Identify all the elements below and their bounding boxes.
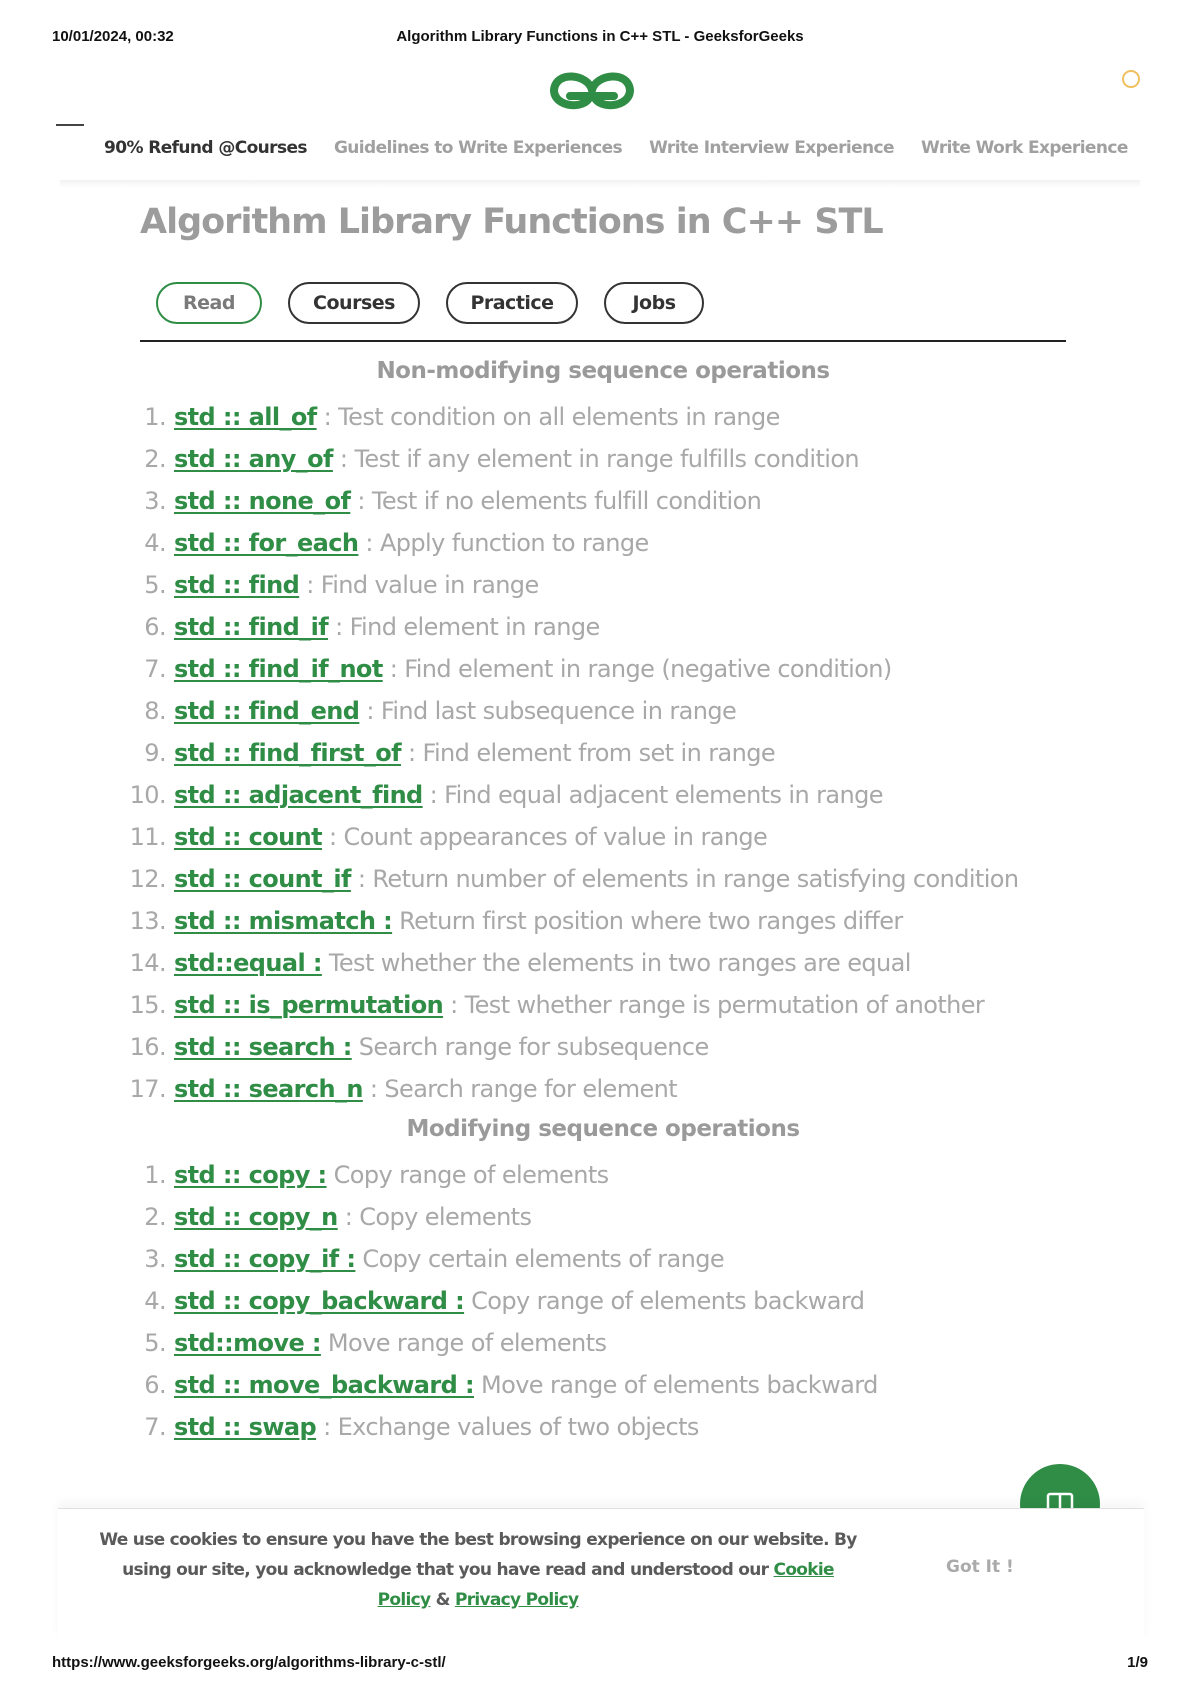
function-link[interactable]: std :: adjacent_find — [174, 781, 423, 809]
list-item-number: 6. — [144, 613, 166, 641]
list-item-number: 17. — [129, 1075, 166, 1103]
function-description: : Find element in range (negative condition) — [382, 655, 892, 683]
function-link[interactable]: std :: for_each — [174, 529, 359, 557]
function-link[interactable]: std :: copy_n — [174, 1203, 338, 1231]
list-item-number: 3. — [144, 487, 166, 515]
function-link[interactable]: std :: copy_backward : — [174, 1287, 465, 1315]
function-description: : Find element from set in range — [400, 739, 776, 767]
list-item-body — [174, 780, 883, 810]
list-item — [0, 1032, 1100, 1074]
list-item — [0, 780, 1100, 822]
list-item-number: 7. — [144, 655, 166, 683]
list-item-body — [174, 738, 775, 768]
list-item-number: 14. — [129, 949, 166, 977]
non-modifying-function-list — [0, 402, 1100, 1116]
print-document-title: Algorithm Library Functions in C++ STL - GeeksforGeeks — [396, 28, 804, 45]
cookie-text: We use cookies to ensure you have the best browsing experience on our website. By using our site, you acknowledge that you have read and understood our — [99, 1530, 857, 1580]
list-item — [0, 990, 1100, 1032]
nav-item-guidelines[interactable]: Guidelines to Write Experiences — [333, 138, 623, 158]
print-url: https://www.geeksforgeeks.org/algorithms-library-c-stl/ — [52, 1654, 446, 1671]
tab-courses[interactable]: Courses — [288, 282, 420, 324]
function-description: Copy certain elements of range — [355, 1245, 725, 1273]
function-description: Move range of elements backward — [473, 1371, 878, 1399]
tab-practice[interactable]: Practice — [446, 282, 578, 324]
list-item — [0, 906, 1100, 948]
list-item-body — [174, 1370, 878, 1400]
list-item-number: 12. — [129, 865, 166, 893]
section-heading-modifying: Modifying sequence operations — [406, 1116, 800, 1142]
list-item — [0, 1370, 1100, 1412]
list-item-body — [174, 402, 780, 432]
list-item-number: 16. — [129, 1033, 166, 1061]
list-item — [0, 864, 1100, 906]
list-item-number: 8. — [144, 697, 166, 725]
function-description: Copy range of elements — [326, 1161, 609, 1189]
list-item — [0, 402, 1100, 444]
print-page-number: 1/9 — [1127, 1654, 1148, 1671]
modifying-function-list — [0, 1160, 1100, 1454]
function-description: : Find equal adjacent elements in range — [422, 781, 883, 809]
function-link[interactable]: std :: count_if — [174, 865, 351, 893]
list-item — [0, 486, 1100, 528]
function-link[interactable]: std :: find_first_of — [174, 739, 401, 767]
function-description: : Copy elements — [337, 1203, 532, 1231]
list-item-number: 10. — [129, 781, 166, 809]
function-link[interactable]: std :: all_of — [174, 403, 317, 431]
list-item-number: 9. — [144, 739, 166, 767]
list-item — [0, 528, 1100, 570]
title-divider — [140, 340, 1066, 342]
list-item-number: 3. — [144, 1245, 166, 1273]
list-item — [0, 1244, 1100, 1286]
function-description: : Test whether range is permutation of another — [443, 991, 985, 1019]
list-item-number: 6. — [144, 1371, 166, 1399]
function-description: Move range of elements — [320, 1329, 607, 1357]
function-description: : Find last subsequence in range — [359, 697, 737, 725]
list-item-body — [174, 486, 761, 516]
list-item-body — [174, 1160, 609, 1190]
function-link[interactable]: std :: copy_if : — [174, 1245, 356, 1273]
list-item-body — [174, 570, 539, 600]
list-item-number: 13. — [129, 907, 166, 935]
function-link[interactable]: std :: is_permutation — [174, 991, 444, 1019]
cookie-banner — [58, 1508, 1144, 1640]
print-header — [52, 28, 1148, 48]
function-link[interactable]: std :: count — [174, 823, 323, 851]
privacy-policy-link[interactable]: Privacy Policy — [454, 1590, 579, 1610]
function-link[interactable]: std :: none_of — [174, 487, 351, 515]
list-item — [0, 612, 1100, 654]
list-item-body — [174, 1412, 699, 1442]
list-item — [0, 1160, 1100, 1202]
function-description: Copy range of elements backward — [464, 1287, 865, 1315]
list-item-number: 7. — [144, 1413, 166, 1441]
list-item-body — [174, 822, 767, 852]
list-item — [0, 570, 1100, 612]
function-link[interactable]: std :: move_backward : — [174, 1371, 474, 1399]
list-item — [0, 738, 1100, 780]
list-item-body — [174, 1074, 677, 1104]
list-item-body — [174, 948, 911, 978]
function-link[interactable]: std :: find — [174, 571, 300, 599]
list-item — [0, 444, 1100, 486]
list-item — [0, 1074, 1100, 1116]
got-it-button[interactable]: Got It ! — [946, 1557, 1014, 1577]
list-item-body — [174, 1032, 709, 1062]
function-link[interactable]: std :: swap — [174, 1413, 317, 1441]
list-item — [0, 1202, 1100, 1244]
function-description: : Exchange values of two objects — [316, 1413, 699, 1441]
notification-circle-icon[interactable] — [1122, 70, 1140, 88]
list-item-number: 1. — [144, 403, 166, 431]
function-link[interactable]: std :: find_if_not — [174, 655, 383, 683]
list-item-number: 11. — [129, 823, 166, 851]
function-description: Search range for subsequence — [351, 1033, 709, 1061]
function-description: : Apply function to range — [358, 529, 649, 557]
cookie-policy-link[interactable]: Cookie Policy — [377, 1560, 834, 1610]
list-item — [0, 1286, 1100, 1328]
function-link[interactable]: std :: search : — [174, 1033, 352, 1061]
function-link[interactable]: std :: copy : — [174, 1161, 327, 1189]
nav-item-write-interview[interactable]: Write Interview Experience — [649, 138, 894, 158]
section-heading-non-modifying: Non-modifying sequence operations — [376, 358, 830, 384]
list-item-number: 2. — [144, 1203, 166, 1231]
list-item-body — [174, 990, 984, 1020]
list-item — [0, 654, 1100, 696]
list-item-number: 15. — [129, 991, 166, 1019]
list-item-number: 4. — [144, 1287, 166, 1315]
tab-read[interactable]: Read — [156, 282, 262, 324]
function-description: Return first position where two ranges differ — [392, 907, 903, 935]
function-link[interactable]: std :: any_of — [174, 445, 333, 473]
page-title: Algorithm Library Functions in C++ STL — [140, 202, 883, 242]
nav-item-write-work[interactable]: Write Work Experience — [920, 138, 1128, 158]
function-link[interactable]: std :: find_end — [174, 697, 360, 725]
function-description: : Test if no elements fulfill condition — [350, 487, 762, 515]
menu-hamburger-icon[interactable] — [56, 124, 84, 126]
cookie-ampersand: & — [435, 1590, 450, 1610]
function-link[interactable]: std :: search_n — [174, 1075, 363, 1103]
list-item-body — [174, 444, 859, 474]
list-item-body — [174, 528, 649, 558]
list-item-body — [174, 654, 892, 684]
list-item-number: 1. — [144, 1161, 166, 1189]
list-item — [0, 1328, 1100, 1370]
function-description: : Find value in range — [299, 571, 539, 599]
function-description: : Test condition on all elements in range — [316, 403, 780, 431]
list-item-body — [174, 1328, 606, 1358]
list-item-number: 4. — [144, 529, 166, 557]
function-description: : Test if any element in range fulfills condition — [332, 445, 860, 473]
list-item — [0, 948, 1100, 990]
nav-item-refund-courses[interactable]: 90% Refund @Courses — [104, 138, 307, 158]
list-item-body — [174, 1286, 864, 1316]
function-link[interactable]: std :: mismatch : — [174, 907, 393, 935]
function-description: : Return number of elements in range satisfying condition — [350, 865, 1019, 893]
list-item — [0, 1412, 1100, 1454]
list-item — [0, 696, 1100, 738]
list-item-number: 5. — [144, 1329, 166, 1357]
function-description: Test whether the elements in two ranges are equal — [321, 949, 911, 977]
function-description: : Count appearances of value in range — [322, 823, 768, 851]
list-item-number: 2. — [144, 445, 166, 473]
function-link[interactable]: std :: find_if — [174, 613, 329, 641]
list-item-body — [174, 1202, 531, 1232]
article-tabs — [156, 282, 704, 324]
nav-divider — [60, 180, 1140, 188]
function-description: : Find element in range — [328, 613, 600, 641]
tab-jobs[interactable]: Jobs — [604, 282, 704, 324]
function-link[interactable]: std::equal : — [174, 949, 322, 977]
list-item-body — [174, 864, 1019, 894]
list-item-body — [174, 906, 903, 936]
list-item — [0, 822, 1100, 864]
gfg-logo-icon[interactable] — [548, 64, 636, 116]
cookie-message — [98, 1525, 858, 1615]
list-item-body — [174, 612, 600, 642]
print-footer — [52, 1654, 1148, 1674]
list-item-body — [174, 1244, 724, 1274]
function-link[interactable]: std::move : — [174, 1329, 321, 1357]
print-datetime: 10/01/2024, 00:32 — [52, 28, 174, 45]
list-item-number: 5. — [144, 571, 166, 599]
list-item-body — [174, 696, 736, 726]
function-description: : Search range for element — [362, 1075, 678, 1103]
top-nav — [104, 138, 1128, 158]
